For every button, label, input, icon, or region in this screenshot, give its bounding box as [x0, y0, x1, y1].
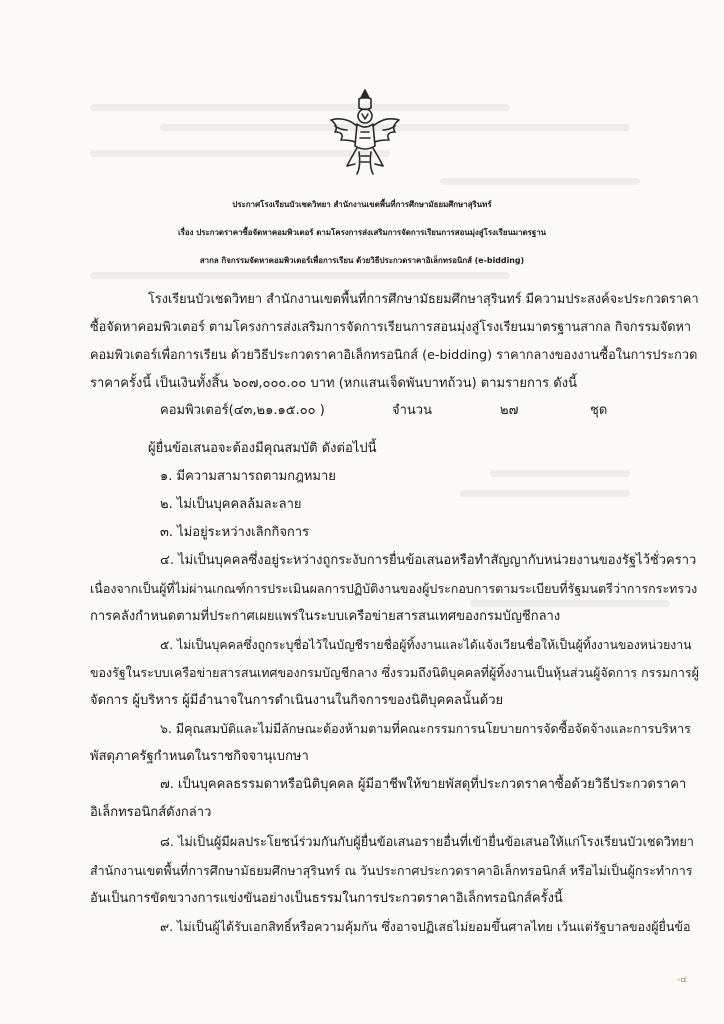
qualification-item: ๗. เป็นบุคคลธรรมดาหรือนิติบุคคล ผู้มีอาชีพให้ขายพัสดุที่ประกวดราคาซื้อด้วยวิธีประกวดราคา [160, 777, 687, 792]
qualification-item: ๔. ไม่เป็นบุคคลซึ่งอยู่ระหว่างถูกระงับการยื่นข้อเสนอหรือทำสัญญากับหน่วยงานของรัฐไว้ชั่วคราว [160, 553, 697, 568]
qualification-item-continued: เนื่องจากเป็นผู้ที่ไม่ผ่านเกณฑ์การประเมินผลการปฏิบัติงานของผู้ประกอบการตามระเบียบที่รัฐมนตรีว่าการกระทรวง [90, 581, 698, 596]
show-through-mark [460, 490, 630, 497]
qualification-item-continued: ของรัฐในระบบเครือข่ายสารสนเทศของกรมบัญชีกลาง ซึ่งรวมถึงนิติบุคคลที่ผู้ทิ้งงานเป็นหุ้นส่วนผู้จัดการ กรรมการผู้ [90, 665, 699, 680]
qualification-item: ๖. มีคุณสมบัติและไม่มีลักษณะต้องห้ามตามที่คณะกรรมการนโยบายการจัดซื้อจัดจ้างและการบริหาร [160, 721, 691, 736]
qualification-item-continued: การคลังกำหนดตามที่ประกาศเผยแพร่ในระบบเครือข่ายสารสนเทศของกรมบัญชีกลาง [90, 609, 561, 624]
show-through-mark [440, 178, 640, 185]
show-through-mark [90, 272, 510, 279]
intro-paragraph-line: ราคาครั้งนี้ เป็นเงินทั้งสิ้น ๖๐๗,๐๐๐.๐๐ บาท (หกแสนเจ็ดพันบาทถ้วน) ตามรายการ ดังนี้ [90, 376, 577, 391]
item-name: คอมพิวเตอร์(๔๓,๒๑.๑๕.๐๐ ) [160, 403, 325, 418]
qualification-item-continued: จัดการ ผู้บริหาร ผู้มีอำนาจในการดำเนินงานในกิจการของนิติบุคคลนั้นด้วย [90, 693, 504, 708]
show-through-mark [470, 600, 670, 607]
qualification-item: ๓. ไม่อยู่ระหว่างเลิกกิจการ [160, 525, 310, 540]
item-qty-label: จำนวน [392, 403, 432, 418]
qualification-item: ๙. ไม่เป็นผู้ได้รับเอกสิทธิ์หรือความคุ้มกัน ซึ่งอาจปฏิเสธไม่ยอมขึ้นศาลไทย เว้นแต่รัฐบาลของผู้ยื่นข้อ [160, 919, 691, 934]
qualification-item: ๘. ไม่เป็นผู้มีผลประโยชน์ร่วมกันกับผู้ยื่นข้อเสนอรายอื่นที่เข้ายื่นข้อเสนอให้แก่โรงเรียนบัวเชดวิทยา [160, 835, 694, 850]
show-through-mark [90, 104, 510, 111]
subject-line-continued: สากล กิจกรรมจัดหาคอมพิวเตอร์เพื่อการเรียน ด้วยวิธีประกวดราคาอิเล็กทรอนิกส์ (e-bidding) [199, 256, 525, 265]
qualification-item: ๕. ไม่เป็นบุคคลซึ่งถูกระบุชื่อไว้ในบัญชีรายชื่อผู้ทิ้งงานและได้แจ้งเวียนชื่อให้เป็นผู้ทิ้งงานของหน่วยงาน [160, 638, 692, 652]
qualification-item: ๑. มีความสามารถตามกฎหมาย [160, 469, 336, 484]
qualification-item-continued: สำนักงานเขตพื้นที่การศึกษามัธยมศึกษาสุรินทร์ ณ วันประกาศประกวดราคาอิเล็กทรอนิกส์ หรือไม่เป็นผู้กระทำการ [90, 863, 693, 878]
qualification-item-continued: พัสดุภาครัฐกำหนดในราชกิจจานุเบกษา [90, 749, 309, 764]
page-number: -๔ [677, 975, 688, 985]
intro-paragraph-line: โรงเรียนบัวเชดวิทยา สำนักงานเขตพื้นที่การศึกษามัธยมศึกษาสุรินทร์ มีความประสงค์จะประกวดราคา [148, 292, 699, 307]
intro-paragraph-line: คอมพิวเตอร์เพื่อการเรียน ด้วยวิธีประกวดราคาอิเล็กทรอนิกส์ (e-bidding) ราคากลางของงานซื้อในการประกวด [90, 348, 698, 363]
qualification-item: ๒. ไม่เป็นบุคคลล้มละลาย [160, 497, 302, 512]
garuda-emblem-icon [325, 86, 405, 178]
intro-paragraph-line: ซื้อจัดหาคอมพิวเตอร์ ตามโครงการส่งเสริมการจัดการเรียนการสอนมุ่งสู่โรงเรียนมาตรฐานสากล กิจกรรมจัดหา [90, 320, 692, 335]
qualification-item-continued: อันเป็นการขัดขวางการแข่งขันอย่างเป็นธรรมในการประกวดราคาอิเล็กทรอนิกส์ครั้งนี้ [90, 891, 563, 906]
announcement-title: ประกาศโรงเรียนบัวเชดวิทยา สำนักงานเขตพื้นที่การศึกษามัธยมศึกษาสุรินทร์ [232, 200, 492, 209]
subject-line: เรื่อง ประกวดราคาซื้อจัดหาคอมพิวเตอร์ ตามโครงการส่งเสริมการจัดการเรียนการสอนมุ่งสู่โรงเรียนมาตรฐาน [177, 228, 547, 237]
show-through-mark [490, 470, 630, 477]
item-unit: ชุด [590, 403, 608, 418]
qualifications-heading: ผู้ยื่นข้อเสนอจะต้องมีคุณสมบัติ ดังต่อไปนี้ [148, 441, 377, 456]
qualification-item-continued: อิเล็กทรอนิกส์ดังกล่าว [90, 805, 212, 820]
item-qty: ๒๗ [500, 403, 519, 418]
